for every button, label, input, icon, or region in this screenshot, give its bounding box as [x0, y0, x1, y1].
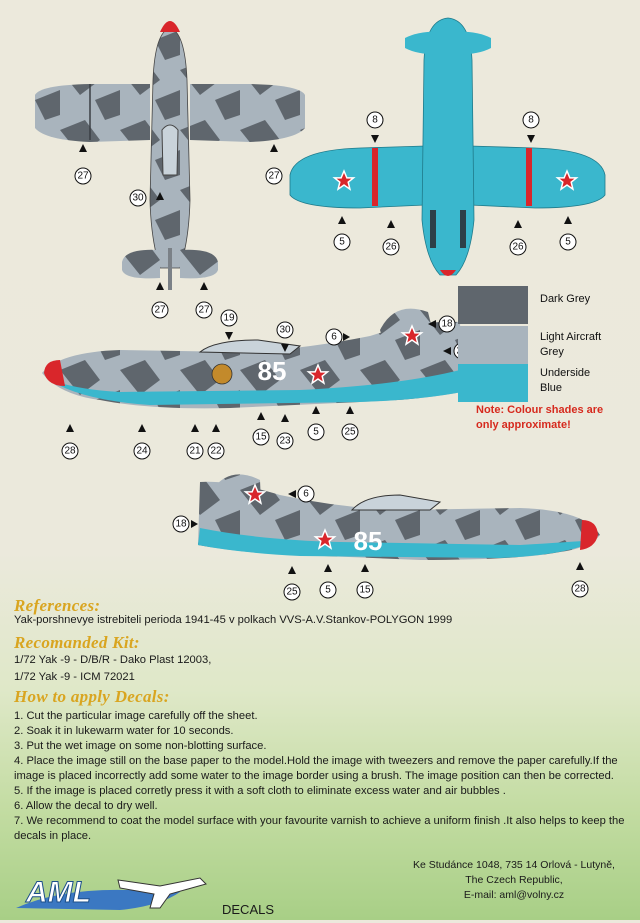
callout-marker — [187, 424, 203, 459]
kit-line: 1/72 Yak -9 - D/B/R - Dako Plast 12003, — [14, 654, 212, 666]
howto-steps — [14, 709, 626, 844]
callout-number: 27 — [198, 304, 210, 316]
callout-number: 8 — [372, 114, 378, 126]
howto-step: 5. If the image is placed corretly press it with a soft cloth to eliminate excess water and air bubbles . — [14, 785, 506, 797]
legend-swatch-dark-grey — [458, 286, 528, 324]
callout-number: 25 — [286, 586, 298, 598]
legend-swatch-light-grey — [458, 326, 528, 364]
logo-text: AML — [26, 876, 91, 909]
decals-label: DECALS — [222, 902, 275, 917]
callout-number: 28 — [574, 583, 586, 595]
callout-marker — [208, 424, 224, 459]
callout-marker — [221, 310, 237, 340]
right-profile-aircraft — [198, 474, 600, 560]
callout-number: 28 — [64, 445, 76, 457]
callout-marker — [277, 414, 293, 449]
callout-number: 18 — [441, 318, 453, 330]
callout-number: 30 — [132, 192, 144, 204]
right-side-number: 85 — [353, 526, 383, 556]
howto-heading: How to apply Decals: — [14, 687, 170, 706]
legend-label-light-grey: Light Aircraft Grey — [540, 331, 602, 358]
callout-marker — [308, 406, 324, 440]
left-side-number: 85 — [257, 356, 287, 386]
callout-marker — [357, 564, 373, 598]
callout-marker — [196, 282, 212, 318]
callout-number: 26 — [512, 241, 524, 253]
callout-number: 30 — [279, 324, 291, 336]
callout-marker — [320, 564, 336, 598]
top-view-aircraft — [35, 21, 305, 290]
howto-step: 2. Soak it in lukewarm water for 10 seconds. — [14, 725, 234, 737]
colour-note: Note: Colour shades are only approximate! — [476, 404, 604, 431]
callout-number: 27 — [154, 304, 166, 316]
callout-number: 18 — [175, 518, 187, 530]
references-heading: References: — [14, 596, 101, 615]
legend-label-underside-blue: Underside Blue — [540, 367, 591, 394]
callout-number: 5 — [339, 236, 345, 248]
callout-marker — [572, 562, 588, 597]
callout-number: 22 — [210, 445, 222, 457]
email-line: E-mail: aml@volny.cz — [463, 889, 565, 901]
callout-marker — [284, 566, 300, 600]
howto-step: 1. Cut the particular image carefully off the sheet. — [14, 710, 258, 722]
callout-marker — [334, 216, 350, 250]
howto-step: 6. Allow the decal to dry well. — [14, 800, 158, 812]
howto-step: 3. Put the wet image on some non-blotting surface. — [14, 740, 267, 752]
legend-label-dark-grey: Dark Grey — [540, 293, 591, 305]
callout-marker — [173, 516, 198, 532]
aml-logo — [10, 858, 275, 918]
callout-number: 15 — [255, 431, 267, 443]
brand-logo — [10, 858, 275, 918]
callout-marker — [152, 282, 168, 318]
callout-marker — [62, 424, 78, 459]
callout-number: 15 — [359, 584, 371, 596]
legend-swatch-underside-blue — [458, 364, 528, 402]
callout-marker — [266, 144, 282, 184]
contact-address — [394, 858, 634, 903]
howto-step: 7. We recommend to coat the model surface with your favourite varnish to achieve a uniform finish .It also helps to keep the decals in place. — [14, 815, 625, 842]
address-line: The Czech Republic, — [465, 874, 563, 886]
callout-number: 5 — [325, 584, 331, 596]
callout-number: 6 — [303, 488, 309, 500]
callout-number: 5 — [565, 236, 571, 248]
callout-marker — [367, 112, 383, 143]
kit-heading: Recomanded Kit: — [14, 633, 140, 652]
callout-number: 24 — [136, 445, 148, 457]
address-line: Ke Studánce 1048, 735 14 Orlová - Lutyně, — [413, 859, 615, 871]
callout-marker — [253, 412, 269, 445]
callout-number: 27 — [77, 170, 89, 182]
callout-number: 27 — [268, 170, 280, 182]
left-profile-aircraft — [42, 309, 462, 409]
howto-step: 4. Place the image still on the base paper to the model.Hold the image with tweezers and remove the paper carefully.If the image is placed incorrectly add some water to the image border using a brush. The image position can then be corrected. — [14, 755, 618, 782]
callout-number: 23 — [279, 435, 291, 447]
callout-marker — [523, 112, 539, 143]
callout-number: 5 — [313, 426, 319, 438]
callout-marker — [75, 144, 91, 184]
callout-number: 19 — [223, 312, 235, 324]
callout-number: 26 — [385, 241, 397, 253]
callout-marker — [342, 406, 358, 440]
callout-number: 21 — [189, 445, 201, 457]
callout-marker — [383, 220, 399, 255]
callout-marker — [134, 424, 150, 459]
kit-line: 1/72 Yak -9 - ICM 72021 — [14, 671, 135, 683]
references-text: Yak-porshnevye istrebiteli perioda 1941-45 v polkach VVS-A.V.Stankov-POLYGON 1999 — [14, 614, 453, 626]
callout-marker — [560, 216, 576, 250]
callout-number: 6 — [331, 331, 337, 343]
callout-number: 8 — [528, 114, 534, 126]
callout-number: 25 — [344, 426, 356, 438]
callout-marker — [510, 220, 526, 255]
